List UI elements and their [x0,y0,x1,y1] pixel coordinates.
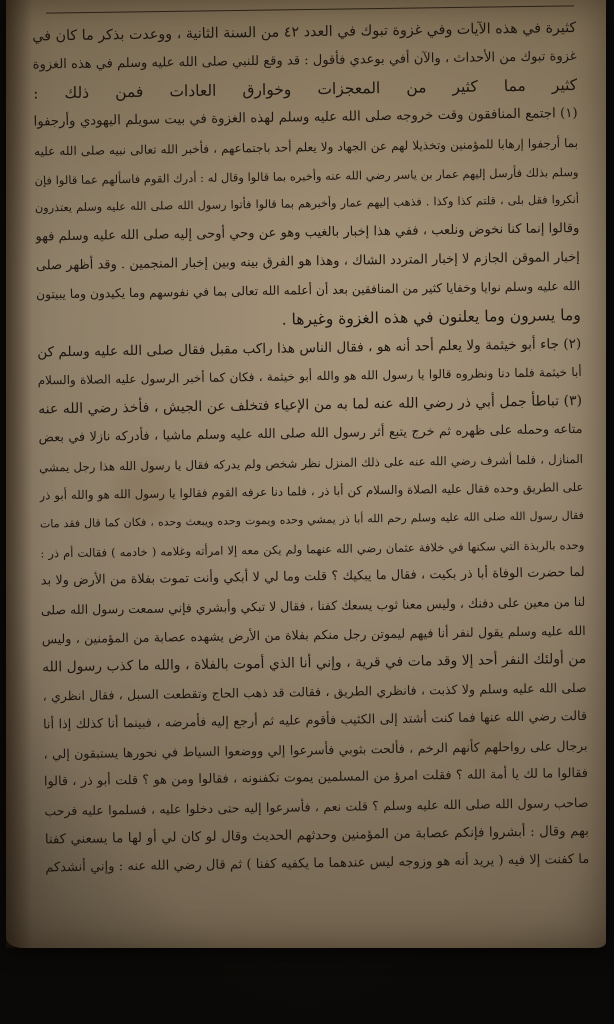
text-line: قالت رضي الله عنها فما كنت أشتد إلى الكثيب فأقوم عليه ثم أرجع إليه فأمرضه ، فبينما أنا كذلك إذا أنا [42,708,588,733]
text-line: فقال رسول الله صلى الله عليه وسلم رحم الله أبا ذر يمشي وحده ويموت وحده ويبعث وحده ، فكان كما قال فقد مات [39,508,584,531]
text-line: لنا من معين على دفنك ، وليس معنا ثوب يسعك كفنا ، فقال لا تبكي وأبشري فإني سمعت رسول الله صلى [41,593,586,618]
text-line: من أولئك النفر أحد إلا وقد مات في قرية ، وإني أنا الذي أموت بالفلاة ، والله ما كذب رسول الله [42,651,587,676]
page-body-text [32,14,589,884]
text-line: أنكروا فقل بلى ، قلتم كذا وكذا . فذهب إليهم عمار وأخبرهم بما قالوا فأتوا رسول الله صلى الله عليه وسلم يعتذرون [34,193,580,215]
text-line: صاحب رسول الله صلى الله عليه وسلم ؟ قلت نعم ، فأسرعوا إليه حتى دخلوا عليه ، فسلموا عليه فرحب [44,794,589,819]
text-line: إخبار الموقن الجازم لا إخبار المتردد الشاك ، وهذا هو الفرق بينه وبين إخبار المنجمين . وقد أظهر صلى [35,249,580,274]
text-line: وسلم بذلك فأرسل إليهم عمار بن ياسر رضي الله عنه وأخبره بما قالوا وقال له : أدرك القوم فاسألهم عما قالوا فإن [34,164,579,188]
paragraph-1-start: (١) اجتمع المنافقون وقت خروجه صلى الله عليه وسلم لهذه الغزوة في بيت سويلم اليهودي وأرجفوا [33,106,578,130]
text-line: أبا خيثمة فلما دنا ونظروه قالوا يا رسول الله هو والله أبو خيثمة ، فكان كما أخبر الرسول عليه الصلاة والسلام [37,365,582,388]
text-line: صلى الله عليه وسلم ولا كذبت ، فانظري الطريق ، فقالت قد ذهب الحاج وتقطعت السبل ، فقال انظري ، [42,680,587,704]
text-line: الله عليه وسلم نوايا وخفايا كثير من المنافقين بعد أن أعلمه الله تعالى بما في نفوسهم وما يكيدون وما يبيتون [36,279,581,302]
header-rule [46,5,574,13]
text-line-last: وما يسرون وما يعلنون في هذه الغزوة وغيرها . [281,305,581,329]
text-line: الله عليه وسلم يقول لنفر أنا فيهم ليموتن رجل منكم بفلاة من الأرض يشهده عصابة من المؤمنين ، وليس [41,622,586,647]
book-page [6,0,606,948]
text-line: على الطريق وحده فقال عليه الصلاة والسلام كن أبا ذر ، فلما دنا عرفه القوم فقالوا يا رسول الله هو والله أبو ذر [39,480,584,503]
text-line: ما كفنت إلا فيه ( يريد أنه هو وزوجه ليس عندهما ما يكفيه كفنا ) ثم قال رضي الله عنه : وإني أنشدكم [45,852,590,876]
text-line: كثيرة في هذه الآيات وفي غزوة تبوك في العدد ٤٢ من السنة الثانية ، ووعدت بذكر ما كان في [32,19,577,45]
paragraph-3-start: (٣) تباطأ جمل أبي ذر رضي الله عنه لما به من الإعياء فتخلف عن الجيش ، فأخذ رضي الله عنه [38,393,583,418]
paragraph-2-start: (٢) جاء أبو خيثمة ولا يعلم أحد أنه هو ، فقال الناس هذا راكب مقبل فقال صلى الله عليه وسلم كن [37,335,582,361]
text-line: فقالوا ما لك يا أمة الله ؟ فقلت امرؤ من المسلمين يموت تكفنونه ، فقالوا ومن هو ؟ قلت أبو ذر ، قالوا [43,766,589,790]
text-line: المنازل ، فلما أشرف رضي الله عنه على ذلك المنزل نظر شخص ولم يدركه فقال يا رسول الله هذا رجل يمشي [38,451,584,475]
text-line: متاعه وحمله على ظهره ثم خرج يتبع أثر رسول الله صلى الله عليه وسلم ماشيا ، فأدركه نازلا في بعض [38,421,583,446]
text-line: وقالوا إنما كنا نخوض ونلعب ، ففي هذا إخبار بالغيب وهو عن وحي أوحى إليه صلى الله عليه وسلم فهو [35,220,580,245]
text-line: بهم وقال : أبشروا فإنكم عصابة من المؤمنين وحدثهم الحديث وقال لو كان لي أو لها ما يسعني كفنا [44,823,589,848]
text-line: بما أرجفوا إرهابا للمؤمنين وتخذيلا لهم عن الجهاد ولا يعلم أحد باجتماعهم ، فأخبر الله تعالى نبيه صلى الله عليه [33,135,579,159]
text-line: برجال على رواحلهم كأنهم الرخم ، فألحت بثوبي فأسرعوا إلي ووضعوا السياط في نحورها يستبقون إلي ، [43,737,588,762]
text-line: وحده بالربذة التي سكنها في خلافة عثمان رضي الله عنهما ولم يكن معه إلا امرأته وغلامه ( خادمه ) فقالت أم ذر : [40,537,585,561]
text-line: كثير مما كثير من المعجزات وخوارق العادات فمن ذلك : [33,76,578,103]
text-line: لما حضرت الوفاة أبا ذر بكيت ، فقال ما يبكيك ؟ قلت وما لي لا أبكي وأنت تموت بفلاة من الأرض ولا بد [40,565,585,589]
text-line: غزوة تبوك من الأحداث ، والآن أفي بوعدي فأقول : قد وقع للنبي صلى الله عليه وسلم في هذه الغزوة [32,48,577,73]
